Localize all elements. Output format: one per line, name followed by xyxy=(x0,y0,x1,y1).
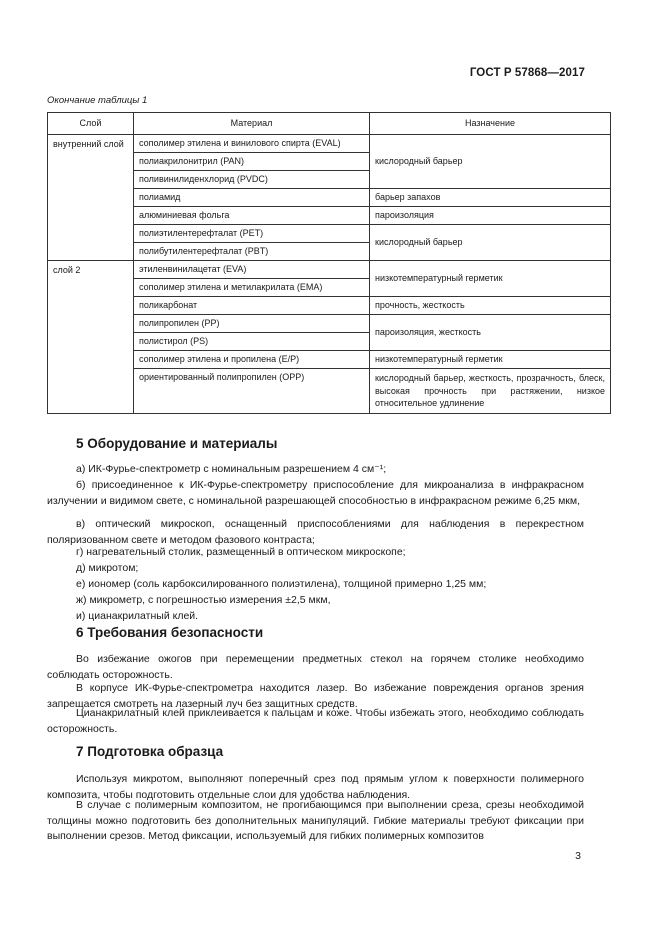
purpose-cell: низкотемпературный герметик xyxy=(370,351,611,369)
purpose-cell: кислородный барьер xyxy=(370,135,611,189)
material-cell: ориентированный полипропилен (OPP) xyxy=(134,369,370,414)
list-item: а) ИК-Фурье-спектрометр с номинальным разрешением 4 см⁻¹; xyxy=(76,463,387,475)
material-cell: полиамид xyxy=(134,189,370,207)
material-cell: сополимер этилена и винилового спирта (EVAL) xyxy=(134,135,370,153)
header-layer: Слой xyxy=(48,113,134,135)
table-caption: Окончание таблицы 1 xyxy=(47,95,148,106)
purpose-cell: пароизоляция, жесткость xyxy=(370,315,611,351)
table-row xyxy=(48,261,611,279)
paragraph: Цианакрилатный клей приклеивается к пальцам и коже. Чтобы избежать этого, необходимо соблюдать осторожность. xyxy=(47,707,584,735)
list-item: в) оптический микроскоп, оснащенный приспособлениями для наблюдения в перекрестном поляризованном свете и методом фазового контраста; xyxy=(47,518,584,546)
list-item: е) иономер (соль карбоксилированного полиэтилена), толщиной примерно 1,25 мм; xyxy=(76,578,487,590)
material-cell: алюминиевая фольга xyxy=(134,207,370,225)
material-cell: полибутилентерефталат (PBT) xyxy=(134,243,370,261)
table-header-row xyxy=(48,113,611,135)
material-cell: полистирол (PS) xyxy=(134,333,370,351)
material-cell: сополимер этилена и метилакрилата (EMA) xyxy=(134,279,370,297)
section-5-title: 5 Оборудование и материалы xyxy=(76,436,278,451)
material-cell: поликарбонат xyxy=(134,297,370,315)
paragraph: В корпусе ИК-Фурье-спектрометра находится лазер. Во избежание повреждения органов зрения запрещается смотреть на лазерный луч без защитных средств. xyxy=(47,682,584,710)
purpose-cell: кислородный барьер, жесткость, прозрачность, блеск, высокая прочность при растяжении, низкое относительное удлинение xyxy=(370,369,611,414)
material-cell: сополимер этилена и пропилена (E/P) xyxy=(134,351,370,369)
section-7-title: 7 Подготовка образца xyxy=(76,744,224,759)
material-cell: полипропилен (PP) xyxy=(134,315,370,333)
table-row xyxy=(48,135,611,153)
list-item: д) микротом; xyxy=(76,562,139,574)
section-6-title: 6 Требования безопасности xyxy=(76,625,264,640)
purpose-cell: прочность, жесткость xyxy=(370,297,611,315)
list-item: б) присоединенное к ИК-Фурье-спектрометру приспособление для микроанализа в инфракрасном излучении и видимом свете, с номинальной разрешающей способностью в инфракрасном режиме 6,25 мкм, xyxy=(47,479,584,507)
material-cell: поливинилиденхлорид (PVDC) xyxy=(134,171,370,189)
list-item: ж) микрометр, с погрешностью измерения ±2,5 мкм, xyxy=(76,594,331,606)
materials-table xyxy=(47,112,611,414)
list-item: г) нагревательный столик, размещенный в оптическом микроскопе; xyxy=(76,546,406,558)
layer-cell: внутренний слой xyxy=(48,135,134,261)
purpose-cell: низкотемпературный герметик xyxy=(370,261,611,297)
standard-number: ГОСТ Р 57868—2017 xyxy=(469,67,585,79)
header-material: Материал xyxy=(134,113,370,135)
layer-cell: слой 2 xyxy=(48,261,134,414)
material-cell: полиэтилентерефталат (PET) xyxy=(134,225,370,243)
material-cell: этиленвинилацетат (EVA) xyxy=(134,261,370,279)
page-number: 3 xyxy=(575,850,581,862)
paragraph: Во избежание ожогов при перемещении предметных стекол на горячем столике необходимо соблюдать осторожность. xyxy=(47,653,584,681)
paragraph: В случае с полимерным композитом, не прогибающимся при выполнении среза, срезы необходимой толщины можно подготовить без дополнительных манипуляций. Гибкие материалы требуют фиксации при выполнении срезов. Метод фиксации, используемый для гибких полимерных композитов xyxy=(47,799,584,842)
list-item: и) цианакрилатный клей. xyxy=(76,610,199,622)
paragraph: Используя микротом, выполняют поперечный срез под прямым углом к поверхности полимерного композита, чтобы подготовить отдельные слои для удобства наблюдения. xyxy=(47,773,584,801)
header-purpose: Назначение xyxy=(370,113,611,135)
purpose-cell: пароизоляция xyxy=(370,207,611,225)
purpose-cell: кислородный барьер xyxy=(370,225,611,261)
purpose-cell: барьер запахов xyxy=(370,189,611,207)
material-cell: полиакрилонитрил (PAN) xyxy=(134,153,370,171)
